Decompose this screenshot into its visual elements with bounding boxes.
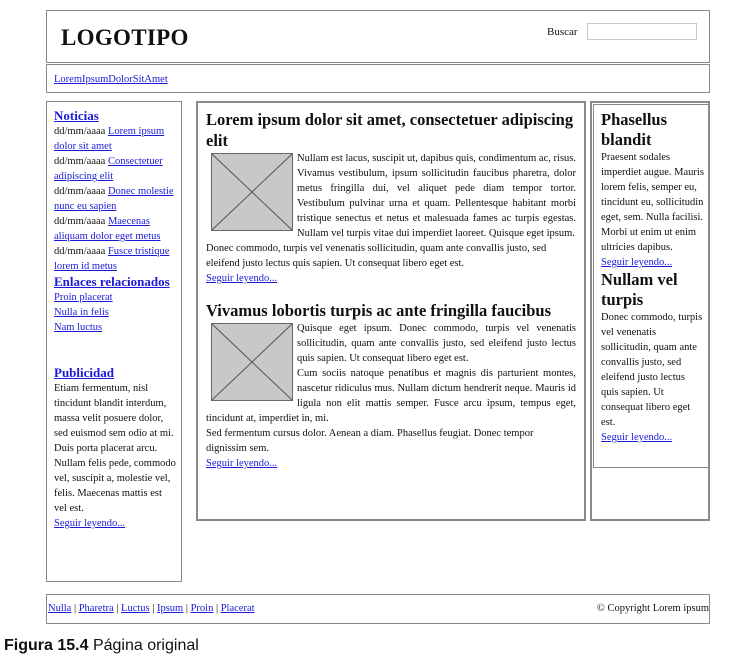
article-text: Cum sociis natoque penatibus et magnis dis parturient montes, nascetur ridiculus mus. Nullam dictum hendrerit neque. Mauris id ligula non elit mattis semper. Fusce arcu ipsum, tempus eget, tincidunt at, imperdiet in, mi. bbox=[206, 368, 576, 424]
related-link[interactable]: Nam luctus bbox=[54, 322, 103, 333]
article-read-more-link[interactable]: Seguir leyendo... bbox=[206, 273, 278, 284]
image-placeholder-icon bbox=[211, 323, 293, 401]
sidebar-text: Donec commodo, turpis vel venenatis sollicitudin, quam ante convallis justo, sed eleifend justo lectus quis sapien. Ut consequat libero eget est. bbox=[601, 312, 703, 428]
image-placeholder-icon bbox=[211, 153, 293, 231]
news-date: dd/mm/aaaa bbox=[54, 156, 106, 167]
footer-link[interactable]: Luctus bbox=[121, 603, 150, 614]
copyright-text: © Copyright Lorem ipsum bbox=[596, 603, 709, 614]
news-item bbox=[54, 154, 177, 184]
news-link[interactable]: Lorem ipsum dolor sit amet bbox=[54, 126, 165, 152]
footer-links bbox=[48, 603, 255, 614]
news-link[interactable]: Maecenas aliquam dolor eget metus bbox=[54, 216, 161, 242]
header bbox=[46, 10, 710, 63]
sidebar-title: Nullam vel turpis bbox=[601, 270, 678, 309]
nav-link[interactable]: LoremIpsumDolorSitAmet bbox=[54, 74, 168, 85]
footer-link[interactable]: Proin bbox=[190, 603, 214, 614]
article-title: Lorem ipsum dolor sit amet, consectetuer adipiscing elit bbox=[206, 110, 574, 150]
ads-heading[interactable]: Publicidad bbox=[54, 365, 114, 380]
related-link[interactable]: Proin placerat bbox=[54, 292, 113, 303]
search-label: Buscar bbox=[547, 26, 578, 38]
footer-separator: | bbox=[116, 603, 119, 614]
footer-separator: | bbox=[152, 603, 155, 614]
news-date: dd/mm/aaaa bbox=[54, 126, 106, 137]
article-text: Sed fermentum cursus dolor. Aenean a diam. Phasellus feugiat. Donec tempor dignissim sem. bbox=[206, 428, 534, 454]
footer-separator: | bbox=[73, 603, 77, 614]
main-content bbox=[196, 101, 586, 521]
news-date: dd/mm/aaaa bbox=[54, 186, 106, 197]
news-item bbox=[54, 124, 177, 154]
figure-label: Figura 15.4 bbox=[4, 637, 89, 654]
article bbox=[206, 300, 576, 471]
news-date: dd/mm/aaaa bbox=[54, 216, 106, 227]
right-sidebar bbox=[590, 101, 710, 521]
footer-link[interactable]: Ipsum bbox=[156, 603, 184, 614]
article-read-more-link[interactable]: Seguir leyendo... bbox=[206, 458, 278, 469]
navigation-bar bbox=[46, 64, 710, 93]
search-input[interactable] bbox=[587, 23, 697, 40]
logo[interactable]: LOGOTIPO bbox=[61, 25, 189, 50]
news-heading[interactable]: Noticias bbox=[54, 108, 99, 123]
news-item bbox=[54, 214, 177, 244]
related-links-heading[interactable]: Enlaces relacionados bbox=[54, 274, 170, 289]
sidebar-text: Praesent sodales imperdiet augue. Mauris lorem felis, semper eu, tincidunt eu, sollicitudin eget, sem. Nulla facilisi. Morbi ut enim ut enim ultricies dapibus. bbox=[601, 152, 704, 253]
sidebar-title: Phasellus blandit bbox=[601, 110, 668, 149]
news-item bbox=[54, 244, 177, 274]
figure-caption-text: Página original bbox=[92, 637, 199, 654]
right-sidebar-content bbox=[593, 104, 710, 468]
ads-text: Duis porta placerat arcu. Nullam felis pede, commodo vel, suscipit a, molestie vel, felis. Maecenas mattis est vel est. bbox=[54, 443, 176, 514]
news-link[interactable]: Consectetuer adipiscing elit bbox=[54, 156, 163, 182]
article bbox=[206, 109, 576, 286]
article-text: Donec commodo, turpis vel venenatis sollicitudin, quam ante convallis justo, sed eleifend justo lectus quis sapien. Ut consequat libero eget est. bbox=[206, 243, 547, 269]
article-title: Vivamus lobortis turpis ac ante fringilla faucibus bbox=[206, 301, 551, 320]
sidebar-read-more-link[interactable]: Seguir leyendo... bbox=[601, 432, 673, 443]
ads-text: Etiam fermentum, nisl tincidunt blandit interdum, massa velit posuere dolor, sed euismod sem odio at mi. bbox=[54, 383, 174, 439]
news-date: dd/mm/aaaa bbox=[54, 246, 106, 257]
footer-link[interactable]: Pharetra bbox=[78, 603, 114, 614]
news-link[interactable]: Fusce tristique lorem id metus bbox=[54, 246, 170, 272]
sidebar-read-more-link[interactable]: Seguir leyendo... bbox=[601, 257, 673, 268]
article-text: Quisque eget ipsum. Donec commodo, turpis vel venenatis sollicitudin, quam ante convallis justo, sed eleifend justo lectus quis sapien. Ut consequat libero eget est. bbox=[297, 323, 576, 364]
news-link[interactable]: Donec molestie nunc eu sapien bbox=[54, 186, 174, 212]
footer-separator: | bbox=[185, 603, 188, 614]
figure-caption bbox=[4, 637, 199, 655]
footer bbox=[46, 594, 710, 624]
footer-link[interactable]: Nulla bbox=[48, 603, 72, 614]
article-text: Nullam est lacus, suscipit ut, dapibus quis, condimentum ac, risus. Vivamus vestibulum, ipsum sollicitudin faucibus pharetra, dolor metus fringilla dui, vel aliquet pede diam tempor tortor. Vestibulum pulvinar urna et quam. Pellentesque habitant morbi tristique senectus et netus et malesuada fames ac turpis egestas. Nullam vel turpis vitae dui imperdiet laoreet. Quisque eget ipsum. bbox=[297, 153, 576, 239]
footer-link[interactable]: Placerat bbox=[220, 603, 255, 614]
ads-read-more-link[interactable]: Seguir leyendo... bbox=[54, 518, 126, 529]
left-sidebar bbox=[46, 101, 182, 582]
footer-separator: | bbox=[215, 603, 219, 614]
news-item bbox=[54, 184, 177, 214]
related-link[interactable]: Nulla in felis bbox=[54, 307, 109, 318]
